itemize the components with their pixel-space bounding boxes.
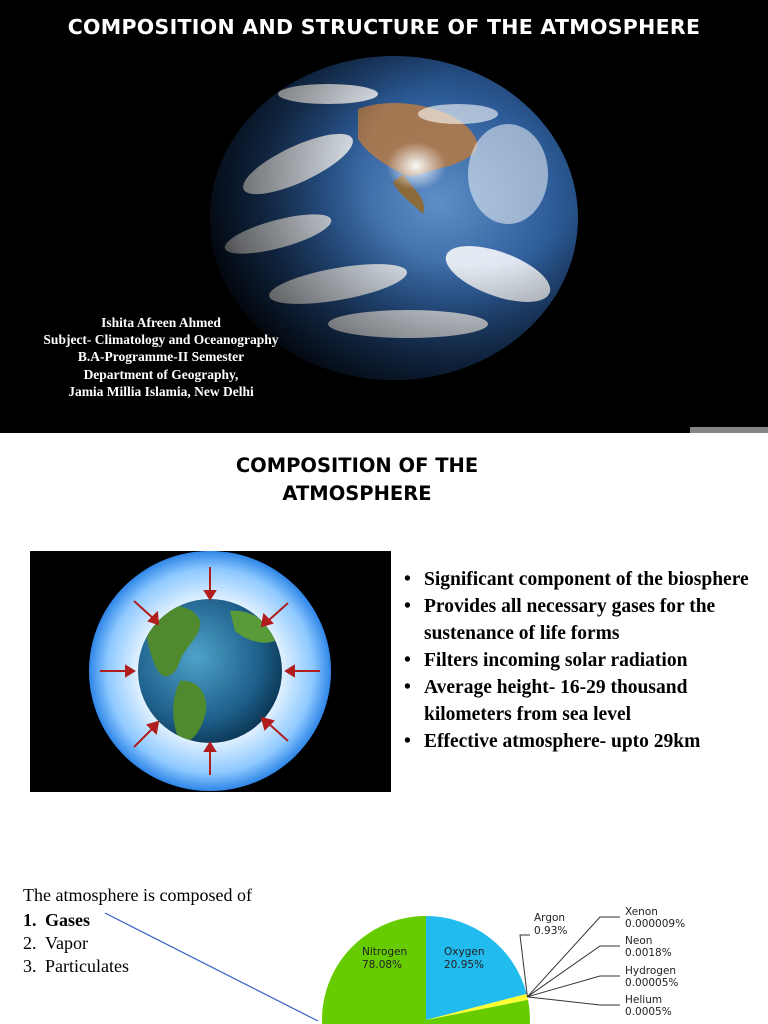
programme-line: B.A-Programme-II Semester — [77, 349, 245, 365]
slide2-title: COMPOSITION OF THE ATMOSPHERE — [235, 454, 479, 505]
author-credits — [20, 314, 302, 400]
earth-atmosphere-image — [30, 551, 391, 792]
university-line: Jamia Millia Islamia, New Delhi — [68, 383, 254, 399]
author-name: Ishita Afreen Ahmed — [101, 315, 221, 330]
value-nitrogen: 78.08% — [362, 959, 403, 971]
value-oxygen: 20.95% — [444, 959, 485, 971]
composition-intro: The atmosphere is composed of — [23, 885, 252, 905]
label-xenon: Xenon — [625, 906, 658, 918]
component-gases: 1. Gases — [23, 910, 90, 930]
value-xenon: 0.000009% — [625, 918, 686, 930]
label-nitrogen: Nitrogen — [362, 946, 408, 958]
department-line: Department of Geography, — [83, 366, 239, 382]
composition-slide — [0, 433, 768, 1024]
list-item: • Effective atmosphere- upto 29km — [404, 731, 701, 752]
gas-composition-pie-chart — [0, 873, 768, 1024]
component-vapor: 2. Vapor — [23, 933, 88, 953]
leader-helium — [527, 997, 620, 1005]
label-oxygen: Oxygen — [444, 946, 485, 958]
value-hydrogen: 0.00005% — [625, 977, 679, 989]
label-helium: Helium — [625, 994, 663, 1006]
list-item: • Provides all necessary gases for the sustenance of life forms — [404, 596, 716, 644]
label-neon: Neon — [625, 935, 653, 947]
list-item: • Significant component of the biosphere — [404, 569, 749, 590]
component-particulates: 3. Particulates — [23, 956, 129, 976]
leader-neon — [527, 946, 620, 997]
list-item: • Average height- 16-29 thousand kilometers from sea level — [404, 677, 688, 725]
title-slide — [0, 0, 768, 433]
value-argon: 0.93% — [534, 925, 568, 937]
value-neon: 0.0018% — [625, 947, 672, 959]
arrow-line — [105, 913, 318, 1021]
list-item: • Filters incoming solar radiation — [404, 650, 688, 671]
atmosphere-facts-list — [404, 566, 764, 755]
subject-line: Subject- Climatology and Oceanography — [43, 332, 279, 348]
label-hydrogen: Hydrogen — [625, 965, 677, 977]
value-helium: 0.0005% — [625, 1006, 672, 1018]
label-argon: Argon — [534, 912, 566, 924]
leader-hydrogen — [527, 976, 620, 997]
slide1-title: COMPOSITION AND STRUCTURE OF THE ATMOSPHERE — [67, 15, 701, 39]
